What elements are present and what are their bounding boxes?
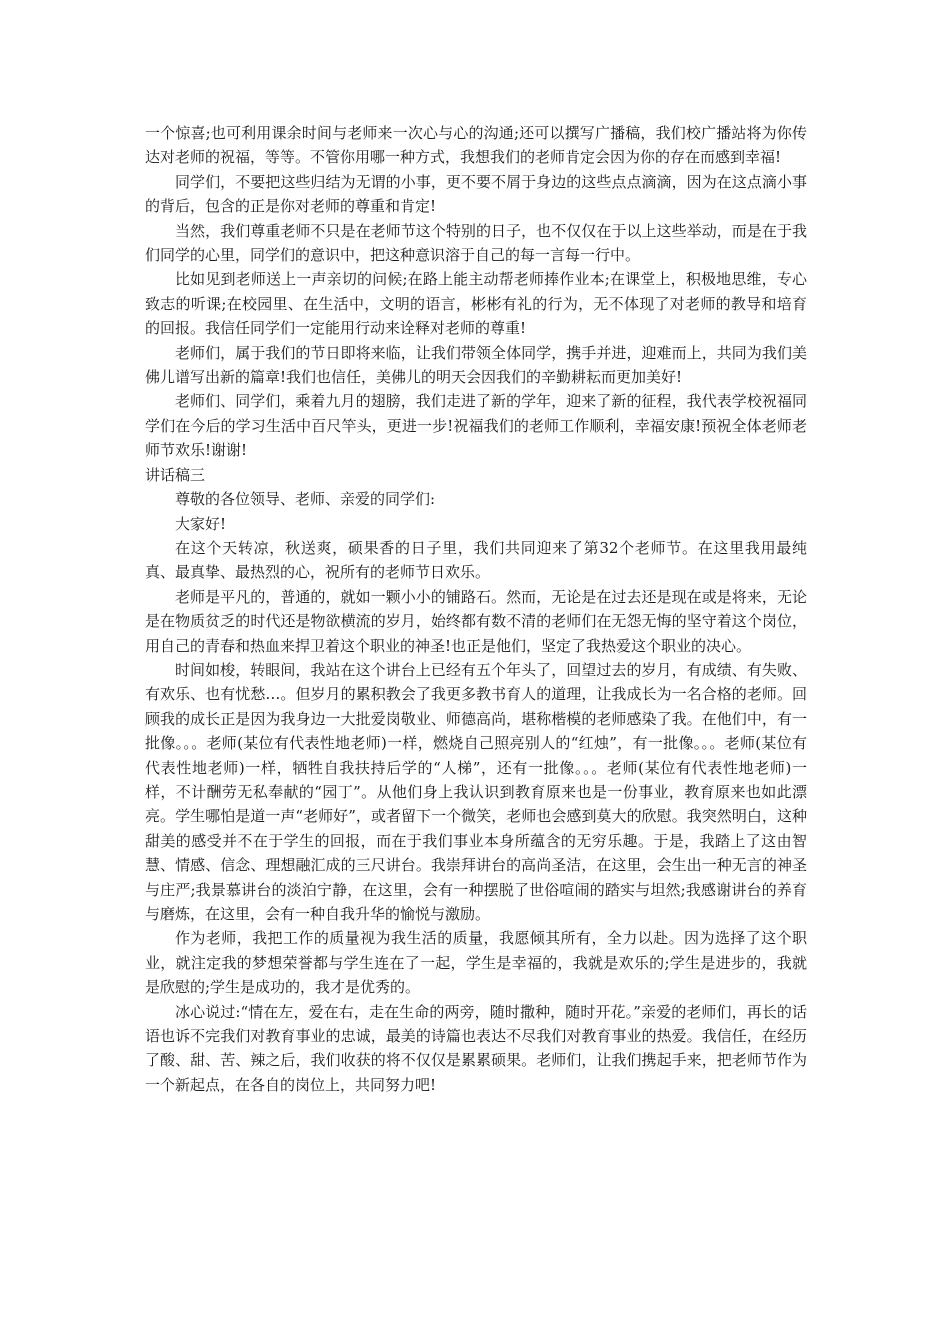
document-page [145, 121, 807, 1097]
paragraph: 老师们，属于我们的节日即将来临，让我们带领全体同学，携手并进，迎难而上，共同为我们美佛儿谱写出新的篇章!我们也信任，美佛儿的明天会因我们的辛勤耕耘而更加美好! [145, 343, 807, 387]
greeting: 大家好! [175, 514, 227, 533]
paragraph: 老师是平凡的，普通的，就如一颗小小的铺路石。然而，无论是在过去还是现在或是将来，无论是在物质贫乏的时代还是物欲横流的岁月，始终都有数不清的老师们在无怨无悔的坚守着这个岗位，用自己的青春和热血来捍卫着这个职业的神圣!也正是他们，坚定了我热爱这个职业的决心。 [145, 587, 807, 655]
paragraph-continued: 一个惊喜;也可利用课余时间与老师来一次心与心的沟通;还可以撰写广播稿，我们校广播站将为你传达对老师的祝福，等等。不管你用哪一种方式，我想我们的老师肯定会因为你的存在而感到幸福! [145, 124, 807, 167]
paragraph: 同学们，不要把这些归结为无谓的小事，更不要不屑于身边的这些点点滴滴，因为在这点滴小事的背后，包含的正是你对老师的尊重和肯定! [145, 172, 807, 216]
paragraph: 老师们、同学们，乘着九月的翅膀，我们走进了新的学年，迎来了新的征程，我代表学校祝福同学们在今后的学习生活中百尺竿头，更进一步!祝福我们的老师工作顺利，幸福安康!预祝全体老师老师节欢乐!谢谢! [145, 392, 807, 460]
paragraph: 冰心说过:“情在左，爱在右，走在生命的两旁，随时撒种，随时开花。”亲爱的老师们，再长的话语也诉不完我们对教育事业的忠诚，最美的诗篇也表达不尽我们对教育事业的热爱。我信任，在经历了酸、甜、苦、辣之后，我们收获的将不仅仅是累累硕果。老师们，让我们携起手来，把老师节作为一个新起点，在各自的岗位上，共同努力吧! [145, 1002, 807, 1094]
paragraph: 当然，我们尊重老师不只是在老师节这个特别的日子，也不仅仅在于以上这些举动，而是在于我们同学的心里，同学们的意识中，把这种意识溶于自己的每一言每一行中。 [145, 221, 807, 265]
paragraph: 作为老师，我把工作的质量视为我生活的质量，我愿倾其所有，全力以赴。因为选择了这个职业，就注定我的梦想荣誉都与学生连在了一起，学生是幸福的，我就是欢乐的;学生是进步的，我就是欣慰的;学生是成功的，我才是优秀的。 [145, 929, 807, 997]
paragraph: 在这个天转凉，秋送爽，硕果香的日子里，我们共同迎来了第32个老师节。在这里我用最纯真、最真挚、最热烈的心，祝所有的老师节日欢乐。 [145, 538, 807, 582]
section-heading: 讲话稿三 [145, 465, 206, 484]
paragraph: 时间如梭，转眼间，我站在这个讲台上已经有五个年头了，回望过去的岁月，有成绩、有失败、有欢乐、也有忧愁…。但岁月的累积教会了我更多教书育人的道理，让我成长为一名合格的老师。回顾我的成长正是因为我身边一大批爱岗敬业、师德高尚，堪称楷模的老师感染了我。在他们中，有一批像。。。老师(某位有代表性地老师)一样，燃烧自己照亮别人的“红烛”，有一批像。。。老师(某位有代表性地老师)一样，牺牲自我扶持后学的“人梯”，还有一批像。。。老师(某位有代表性地老师)一样，不计酬劳无私奉献的“园丁”。从他们身上我认识到教育原来也是一份事业，教育原来也如此漂亮。学生哪怕是道一声“老师好”，或者留下一个微笑，老师也会感到莫大的欣慰。我突然明白，这种甜美的感受并不在于学生的回报，而在于我们事业本身所蕴含的无穷乐趣。于是，我踏上了这由智慧、情感、信念、理想融汇成的三尺讲台。我崇拜讲台的高尚圣洁，在这里，会生出一种无言的神圣与庄严;我景慕讲台的淡泊宁静，在这里，会有一种摆脱了世俗喧闹的踏实与坦然;我感谢讲台的养育与磨炼，在这里，会有一种自我升华的愉悦与激励。 [145, 660, 807, 923]
salutation: 尊敬的各位领导、老师、亲爱的同学们: [175, 490, 436, 509]
paragraph: 比如见到老师送上一声亲切的问候;在路上能主动帮老师捧作业本;在课堂上，积极地思维，专心致志的听课;在校园里、在生活中，文明的语言，彬彬有礼的行为，无不体现了对老师的教导和培育的回报。我信任同学们一定能用行动来诠释对老师的尊重! [145, 270, 807, 338]
